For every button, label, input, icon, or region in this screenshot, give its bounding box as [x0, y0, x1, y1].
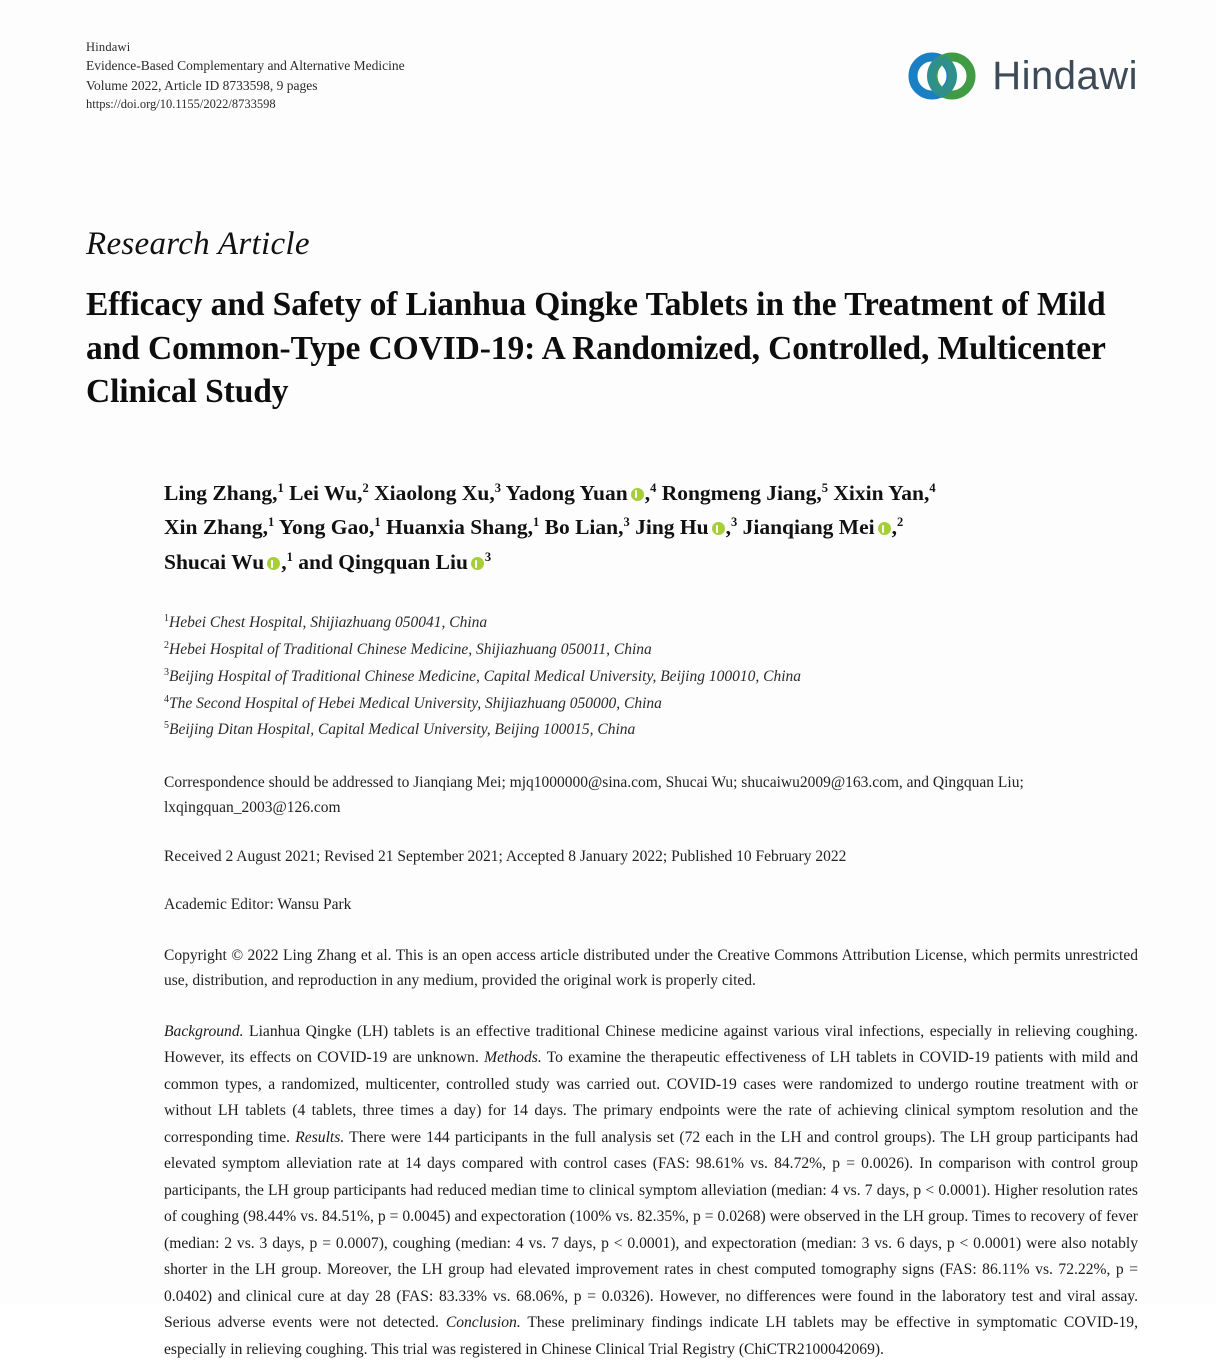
copyright-notice: Copyright © 2022 Ling Zhang et al. This is an open access article distributed under the Creative Commons Attribution License, which permits unrestricted use, distribution, and reproduction in any medium, provided the original work is properly cited. — [164, 946, 1138, 989]
author-name[interactable]: Jianqiang Mei — [742, 515, 875, 540]
affiliation-item — [164, 664, 1138, 691]
abstract-results-text: There were 144 participants in the full analysis set (72 each in the LH and control groups). The LH group participants had elevated symptom alleviation rate at 14 days compared with control cases (FAS: 98.61% vs. 84.72%, p = 0.0026). In comparison with control group participants, the LH group participants had reduced median time to clinical symptom alleviation (median: 4 vs. 7 days, p < 0.0001). Higher resolution rates of coughing (98.44% vs. 84.51%, p = 0.0045) and expectoration (100% vs. 82.35%, p = 0.0268) were observed in the LH group. Times to recovery of fever (median: 2 vs. 3 days, p = 0.0007), coughing (median: 4 vs. 7 days, p < 0.0001), and expectoration (median: 3 vs. 6 days, p < 0.0001) were also notably shorter in the LH group. Moreover, the LH group had elevated improvement rates in chest computed tomography signs (FAS: 86.11% vs. 72.22%, p = 0.0402) and clinical cure at day 28 (FAS: 83.33% vs. 68.06%, p = 0.0326). However, no differences were found in the laboratory test and viral assay. Serious adverse events were not detected. — [164, 1128, 1138, 1332]
hindawi-logo — [906, 30, 1138, 104]
orcid-icon[interactable] — [878, 522, 891, 535]
affiliation-index: 5 — [164, 720, 169, 732]
affiliation-index: 4 — [164, 693, 169, 705]
journal-name: Evidence-Based Complementary and Alternative Medicine — [86, 58, 405, 74]
doi-link[interactable]: https://doi.org/10.1155/2022/8733598 — [86, 97, 276, 112]
affiliation-text: Beijing Ditan Hospital, Capital Medical University, Beijing 100015, China — [169, 721, 636, 739]
abstract-methods-text: To examine the therapeutic effectiveness of LH tablets in COVID-19 patients with mild and common types, a randomized, multicenter, controlled study was carried out. COVID-19 cases were randomized to undergo routine treatment with or without LH tablets (4 tablets, three times a day) for 14 days. The primary endpoints were the rate of achieving clinical symptom resolution and the corresponding time. — [164, 1049, 1138, 1146]
publication-dates: Received 2 August 2021; Revised 21 September 2021; Accepted 8 January 2022; Published 10 February 2022 — [164, 848, 847, 866]
author-affil-ref: 3 — [484, 550, 492, 565]
author-affil-ref: 4 — [929, 480, 936, 495]
author-name[interactable]: Xiaolong Xu, — [374, 480, 495, 505]
author-list — [164, 476, 1094, 580]
author-affil-ref: 1 — [267, 515, 275, 530]
author-name[interactable]: Lei Wu, — [289, 480, 363, 505]
author-name[interactable]: Jing Hu — [635, 515, 709, 540]
affiliation-index: 2 — [164, 639, 169, 651]
page-title: Efficacy and Safety of Lianhua Qingke Tablets in the Treatment of Mild and Common-Type COVID-19: A Randomized, Controlled, Multicenter Clinical Study — [86, 286, 1106, 411]
affiliation-text: Beijing Hospital of Traditional Chinese Medicine, Capital Medical University, Beijing 100010, China — [169, 667, 802, 685]
author-separator: , — [644, 480, 651, 505]
author-affil-ref: 1 — [374, 515, 381, 530]
author-name[interactable]: Shucai Wu — [164, 550, 265, 575]
author-separator: , — [725, 515, 731, 540]
author-affil-ref: 3 — [730, 515, 738, 530]
volume-line: Volume 2022, Article ID 8733598, 9 pages — [86, 77, 318, 93]
author-affil-ref: 1 — [532, 515, 540, 530]
orcid-icon[interactable] — [712, 522, 725, 535]
author-affil-ref: 5 — [821, 480, 829, 495]
abstract — [164, 1019, 1138, 1363]
correspondence-note: Correspondence should be addressed to Jianqiang Mei; mjq1000000@sina.com, Shucai Wu; shucaiwu2009@163.com, and Qingquan Liu; lxqingquan_2003@126.com — [164, 774, 1024, 817]
author-name[interactable]: Xixin Yan, — [833, 480, 930, 505]
author-name[interactable]: Xin Zhang, — [164, 515, 268, 540]
affiliation-index: 1 — [164, 613, 169, 625]
hindawi-rings-icon — [906, 48, 978, 104]
academic-editor: Academic Editor: Wansu Park — [164, 895, 352, 913]
affiliation-item — [164, 717, 1138, 744]
author-affil-ref: 2 — [362, 480, 369, 495]
author-name[interactable]: Yadong Yuan — [505, 480, 628, 505]
author-name[interactable]: Yong Gao, — [278, 515, 375, 540]
author-separator: , — [281, 550, 287, 575]
affiliation-index: 3 — [164, 666, 169, 678]
author-name[interactable]: Ling Zhang, — [164, 480, 278, 505]
affiliation-item — [164, 610, 1138, 637]
affiliation-text: The Second Hospital of Hebei Medical University, Shijiazhuang 050000, China — [169, 694, 662, 712]
author-separator: , — [891, 515, 897, 540]
publisher-name: Hindawi — [86, 40, 131, 54]
orcid-icon[interactable] — [471, 557, 484, 570]
author-affil-ref: 1 — [277, 480, 284, 495]
abstract-results-label: Results. — [295, 1128, 345, 1146]
author-name[interactable]: Huanxia Shang, — [386, 515, 533, 540]
author-affil-ref: 1 — [286, 550, 293, 565]
affiliation-item — [164, 637, 1138, 664]
orcid-icon[interactable] — [267, 557, 280, 570]
author-name[interactable]: Rongmeng Jiang, — [661, 480, 822, 505]
abstract-background-label: Background. — [164, 1022, 244, 1040]
author-affil-ref: 3 — [494, 480, 501, 495]
journal-info — [86, 30, 405, 113]
abstract-methods-label: Methods. — [484, 1049, 542, 1067]
hindawi-wordmark: Hindawi — [992, 53, 1138, 98]
author-affil-ref: 3 — [623, 515, 630, 530]
affiliation-item — [164, 691, 1138, 718]
affiliation-list — [164, 610, 1138, 744]
abstract-conclusion-label: Conclusion. — [445, 1314, 521, 1332]
abstract-conclusion-text: These preliminary findings indicate LH tablets may be effective in symptomatic COVID-19, especially in relieving coughing. This trial was registered in Chinese Clinical Trial Registry (ChiCTR2100042069). — [164, 1314, 1138, 1358]
affiliation-text: Hebei Hospital of Traditional Chinese Medicine, Shijiazhuang 050011, China — [169, 641, 652, 659]
affiliation-text: Hebei Chest Hospital, Shijiazhuang 050041, China — [169, 614, 488, 632]
author-name[interactable]: Bo Lian, — [544, 515, 624, 540]
abstract-background-text: Lianhua Qingke (LH) tablets is an effective traditional Chinese medicine against various viral infections, especially in relieving coughing. However, its effects on COVID-19 are unknown. — [164, 1022, 1138, 1067]
author-affil-ref: 2 — [897, 515, 904, 530]
orcid-icon[interactable] — [631, 488, 644, 501]
author-line-2 — [164, 510, 1094, 545]
author-line-1 — [164, 476, 1094, 511]
author-line-3 — [164, 545, 1094, 580]
author-affil-ref: 4 — [650, 480, 657, 495]
author-name[interactable]: and Qingquan Liu — [298, 550, 468, 575]
article-type: Research Article — [86, 226, 310, 262]
masthead — [86, 30, 1138, 140]
